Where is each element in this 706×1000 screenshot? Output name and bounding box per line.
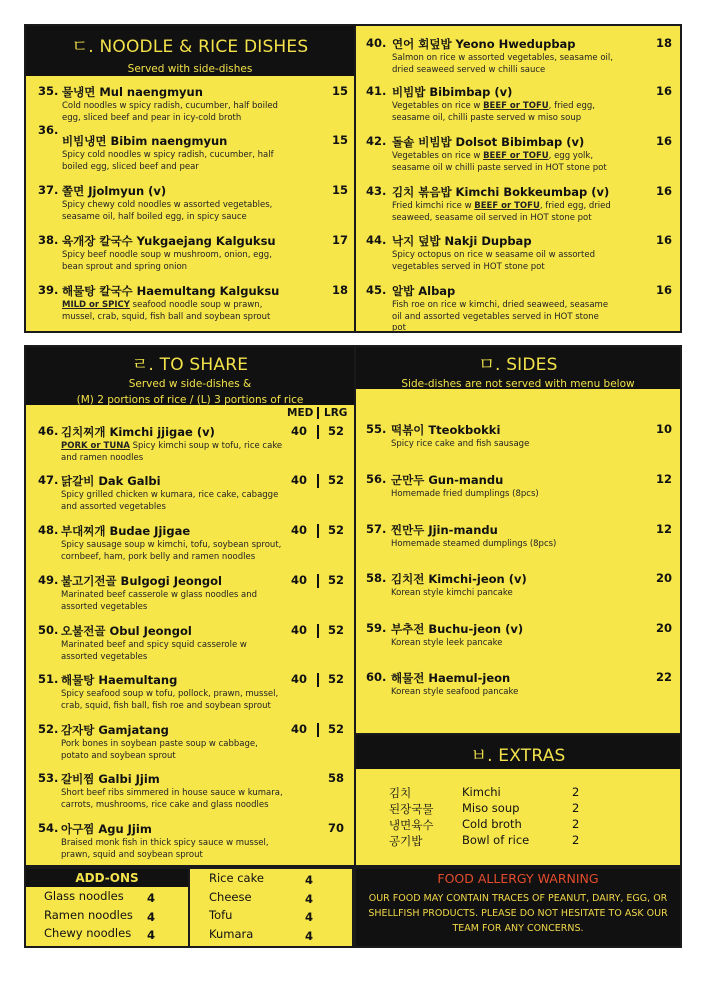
item-name: 비빔냉면 Bibim naengmyun bbox=[62, 134, 228, 148]
item-price: 16 bbox=[655, 184, 672, 198]
item-name: 감자탕 Gamjatang bbox=[61, 723, 169, 737]
item-number: 56. bbox=[366, 472, 387, 486]
item-description: Korean style seafood pancake bbox=[391, 687, 519, 697]
price-large: 52 bbox=[328, 473, 345, 487]
menu-item bbox=[366, 283, 672, 333]
addon-name: Cheese bbox=[209, 889, 252, 904]
item-description bbox=[61, 490, 283, 513]
price-large: 52 bbox=[328, 672, 345, 686]
addons-divider bbox=[188, 869, 190, 946]
item-description-option: BEEF or TOFU bbox=[483, 151, 549, 161]
item-name: 오불전골 Obul Jeongol bbox=[61, 624, 192, 638]
item-name: 김치 볶음밥 Kimchi Bokkeumbap (v) bbox=[392, 185, 610, 199]
item-name: 아구찜 Agu Jjim bbox=[61, 822, 152, 836]
item-number: 52. bbox=[38, 722, 59, 736]
item-description bbox=[392, 151, 614, 174]
item-name: 해물탕 Haemultang bbox=[61, 673, 178, 687]
price-divider bbox=[317, 723, 319, 737]
menu-item bbox=[38, 473, 348, 519]
extra-price: 2 bbox=[572, 817, 580, 831]
item-description bbox=[392, 53, 614, 76]
item-number: 38. bbox=[38, 233, 59, 247]
item-description-text: Short beef ribs simmered in house sauce w kumara, carrots, mushrooms, rice cake and glass noodles bbox=[61, 788, 283, 810]
price-large: 52 bbox=[328, 523, 345, 537]
allergy-warning-title: FOOD ALLERGY WARNING bbox=[437, 871, 599, 886]
item-description-text: , egg yolk, seasame oil w chilli paste served in HOT stone pot bbox=[392, 151, 607, 173]
extra-english-name: Bowl of rice bbox=[462, 833, 530, 847]
addon-price: 4 bbox=[305, 873, 314, 887]
item-description bbox=[62, 150, 287, 173]
menu-item bbox=[366, 233, 672, 279]
menu-item bbox=[366, 670, 672, 710]
menu-item bbox=[38, 283, 348, 329]
addons-panel bbox=[24, 867, 354, 948]
noodle-header bbox=[26, 26, 354, 76]
item-price: 15 bbox=[331, 183, 348, 197]
item-price: 16 bbox=[655, 233, 672, 247]
item-number: 42. bbox=[366, 134, 387, 148]
price-large: 52 bbox=[328, 722, 345, 736]
addons-title: ADD-ONS bbox=[75, 871, 139, 885]
item-number: 37. bbox=[38, 183, 59, 197]
item-description-text: Spicy sausage soup w kimchi, tofu, soybean sprout, cornbeef, ham, pork belly and ramen noodles bbox=[61, 540, 282, 562]
item-number: 59. bbox=[366, 621, 387, 635]
item-name: 연어 회덮밥 Yeono Hwedupbap bbox=[392, 37, 576, 51]
addon-name: Kumara bbox=[209, 926, 254, 941]
item-description-text: , fried egg, dried seaweed, seasame oil served in HOT stone pot bbox=[392, 201, 611, 223]
item-description bbox=[392, 201, 614, 224]
menu-item bbox=[366, 134, 672, 180]
price-divider bbox=[317, 574, 319, 588]
extra-english-name: Miso soup bbox=[462, 801, 520, 815]
item-description-text: Fried kimchi rice w bbox=[392, 201, 475, 211]
item-description bbox=[61, 441, 283, 464]
extras-section-title: ㅂ. EXTRAS bbox=[470, 746, 566, 766]
sides-section-subtitle: Side-dishes are not served with menu below bbox=[401, 378, 635, 390]
menu-item bbox=[38, 233, 348, 279]
menu-item bbox=[38, 771, 348, 817]
item-description: Homemade steamed dumplings (8pcs) bbox=[391, 539, 557, 549]
price-divider bbox=[317, 673, 319, 687]
share-section-title: ㄹ. TO SHARE bbox=[131, 355, 249, 375]
item-name: 부대찌개 Budae Jjigae bbox=[61, 524, 191, 538]
item-description-text: Vegetables on rice w bbox=[392, 151, 484, 161]
item-price: 16 bbox=[655, 134, 672, 148]
item-description-text: Marinated beef casserole w glass noodles and assorted vegetables bbox=[61, 590, 258, 612]
addon-price: 4 bbox=[305, 928, 314, 943]
addon-price: 4 bbox=[147, 891, 156, 905]
extra-english-name: Kimchi bbox=[462, 785, 501, 799]
item-description bbox=[61, 590, 283, 613]
menu-item bbox=[366, 184, 672, 230]
addon-price: 4 bbox=[305, 891, 314, 906]
item-number: 40. bbox=[366, 36, 387, 50]
item-description: Homemade fried dumplings (8pcs) bbox=[391, 489, 539, 499]
item-name: 해물전 Haemul-jeon bbox=[391, 671, 511, 685]
menu-item bbox=[38, 523, 348, 569]
item-description bbox=[61, 540, 283, 563]
menu-item bbox=[38, 623, 348, 669]
item-name: 김치찌개 Kimchi jjigae (v) bbox=[61, 425, 215, 439]
extra-korean-name: 김치 bbox=[389, 786, 412, 800]
item-price: 12 bbox=[655, 522, 672, 536]
item-price: 15 bbox=[331, 84, 348, 98]
item-description-text: Spicy kimchi soup w tofu, rice cake and ramen noodles bbox=[61, 441, 283, 463]
addon-name: Chewy noodles bbox=[44, 926, 132, 940]
item-name: 갈비찜 Galbi Jjim bbox=[61, 772, 160, 786]
menu-item bbox=[38, 424, 348, 470]
item-name: 부추전 Buchu-jeon (v) bbox=[391, 622, 524, 636]
item-number: 44. bbox=[366, 233, 387, 247]
item-description-text: Fish roe on rice w kimchi, dried seaweed, seasame oil and assorted vegetables served in HOT stone pot bbox=[392, 300, 609, 333]
item-description bbox=[61, 640, 283, 663]
to-share-panel bbox=[24, 345, 356, 867]
item-number: 58. bbox=[366, 571, 387, 585]
item-name: 군만두 Gun-mandu bbox=[391, 473, 504, 487]
item-description-text: Spicy octopus on rice w seasame oil w assorted vegetables served in HOT stone pot bbox=[392, 250, 595, 272]
item-description bbox=[61, 838, 283, 861]
item-name: 불고기전골 Bulgogi Jeongol bbox=[61, 574, 222, 588]
item-description bbox=[61, 788, 283, 811]
menu-item bbox=[38, 672, 348, 718]
item-description bbox=[62, 101, 287, 124]
extra-korean-name: 공기밥 bbox=[389, 834, 423, 848]
item-name: 떡볶이 Tteokbokki bbox=[391, 423, 501, 437]
item-number: 54. bbox=[38, 821, 59, 835]
share-section-subtitle-2: (M) 2 portions of rice / (L) 3 portions of rice bbox=[76, 394, 304, 406]
item-number: 35. bbox=[38, 84, 59, 98]
item-description bbox=[61, 739, 283, 762]
addon-name: Tofu bbox=[209, 908, 233, 922]
item-price: 17 bbox=[331, 233, 348, 247]
item-number: 45. bbox=[366, 283, 387, 297]
item-number: 39. bbox=[38, 283, 59, 297]
item-description bbox=[392, 250, 614, 273]
item-description: Korean style leek pancake bbox=[391, 638, 503, 648]
extra-price: 2 bbox=[572, 785, 580, 799]
item-name: 비빔밥 Bibimbap (v) bbox=[392, 85, 513, 99]
addon-price: 4 bbox=[147, 928, 156, 942]
item-description-text: Braised monk fish in thick spicy sauce w mussel, prawn, squid and soybean sprout bbox=[61, 838, 269, 860]
item-name: 찐만두 Jjin-mandu bbox=[391, 523, 498, 537]
item-price: 20 bbox=[655, 621, 672, 635]
item-name: 김치전 Kimchi-jeon (v) bbox=[391, 572, 527, 586]
item-description-text: , fried egg, seasame oil, chilli paste served w miso soup bbox=[392, 101, 595, 123]
extra-english-name: Cold broth bbox=[462, 817, 522, 831]
allergy-warning-panel bbox=[354, 867, 682, 948]
item-name: 닭갈비 Dak Galbi bbox=[61, 474, 161, 488]
item-price: 15 bbox=[331, 133, 348, 147]
item-description-text: Spicy seafood soup w tofu, pollock, prawn, mussel, crab, squid, fish ball, fish roe and soybean sprout bbox=[61, 689, 279, 711]
menu-item bbox=[38, 821, 348, 867]
menu-item bbox=[366, 621, 672, 661]
menu-item bbox=[38, 84, 348, 130]
column-header-divider bbox=[317, 407, 319, 419]
item-description-text: Cold noodles w spicy radish, cucumber, half boiled egg, sliced beef and pear in icy-cold broth bbox=[62, 101, 278, 123]
menu-item bbox=[366, 472, 672, 512]
item-number: 53. bbox=[38, 771, 59, 785]
price-medium: 40 bbox=[291, 573, 308, 587]
item-number: 48. bbox=[38, 523, 59, 537]
item-description-text: Vegetables on rice w bbox=[392, 101, 484, 111]
item-price: 18 bbox=[655, 36, 672, 50]
column-header-lrg: LRG bbox=[324, 407, 348, 419]
menu-item bbox=[38, 183, 348, 229]
addon-name: Ramen noodles bbox=[44, 907, 133, 922]
item-number: 57. bbox=[366, 522, 387, 536]
item-price: 18 bbox=[331, 283, 348, 297]
extra-korean-name: 냉면육수 bbox=[389, 818, 434, 832]
price-divider bbox=[317, 474, 319, 488]
item-description-text: Spicy cold noodles w spicy radish, cucumber, half boiled egg, sliced beef and pear bbox=[62, 150, 274, 172]
item-name: 육개장 칼국수 Yukgaejang Kalguksu bbox=[62, 234, 276, 248]
addon-price: 4 bbox=[305, 910, 314, 924]
extra-price: 2 bbox=[572, 801, 580, 815]
item-description-text: Pork bones in soybean paste soup w cabbage, potato and soybean sprout bbox=[61, 739, 258, 761]
item-name: 돌솥 비빔밥 Dolsot Bibimbap (v) bbox=[392, 135, 585, 149]
price-large: 70 bbox=[328, 821, 345, 835]
addon-price: 4 bbox=[147, 909, 156, 924]
item-description-text: Marinated beef and spicy squid casserole w assorted vegetables bbox=[61, 640, 247, 662]
price-medium: 40 bbox=[291, 473, 308, 487]
price-medium: 40 bbox=[291, 672, 308, 686]
item-name: 낙지 덮밥 Nakji Dupbap bbox=[392, 234, 532, 248]
price-medium: 40 bbox=[291, 523, 308, 537]
menu-item bbox=[366, 36, 672, 82]
item-number: 49. bbox=[38, 573, 59, 587]
allergy-warning-body: OUR FOOD MAY CONTAIN TRACES OF PEANUT, DAIRY, EGG, OR SHELLFISH PRODUCTS. PLEASE DO NOT HESITATE TO ASK OUR TEAM FOR ANY CONCERNS. bbox=[368, 893, 668, 934]
price-divider bbox=[317, 425, 319, 439]
column-header-med: MED bbox=[287, 407, 314, 419]
item-number: 43. bbox=[366, 184, 387, 198]
sides-section-title: ㅁ. SIDES bbox=[478, 355, 558, 375]
item-number: 51. bbox=[38, 672, 59, 686]
item-number: 47. bbox=[38, 473, 59, 487]
item-price: 16 bbox=[655, 84, 672, 98]
item-price: 20 bbox=[655, 571, 672, 585]
item-number: 46. bbox=[38, 424, 59, 438]
item-number: 50. bbox=[38, 623, 59, 637]
item-name: 물냉면 Mul naengmyun bbox=[62, 85, 203, 99]
item-number: 36. bbox=[38, 123, 59, 137]
item-price: 10 bbox=[655, 422, 672, 436]
menu-item bbox=[366, 84, 672, 130]
addon-name: Glass noodles bbox=[44, 889, 124, 903]
extras-panel bbox=[354, 769, 682, 867]
price-divider bbox=[317, 524, 319, 538]
menu-item bbox=[366, 571, 672, 611]
item-description-text: Spicy grilled chicken w kumara, rice cake, cabagge and assorted vegetables bbox=[61, 490, 279, 512]
menu-item bbox=[38, 573, 348, 619]
price-large: 58 bbox=[328, 771, 345, 785]
item-description-option: BEEF or TOFU bbox=[483, 101, 549, 111]
menu-item bbox=[366, 522, 672, 562]
noodle-rice-panel bbox=[24, 24, 682, 333]
price-divider bbox=[317, 624, 319, 638]
item-description-option: MILD or SPICY bbox=[62, 300, 130, 310]
item-name: 알밥 Albap bbox=[392, 284, 456, 298]
extra-price: 2 bbox=[572, 833, 580, 847]
item-number: 60. bbox=[366, 670, 387, 684]
item-name: 해물탕 칼국수 Haemultang Kalguksu bbox=[62, 284, 280, 298]
extra-korean-name: 된장국물 bbox=[389, 802, 434, 816]
item-description bbox=[62, 200, 287, 223]
item-description-text: Salmon on rice w assorted vegetables, seasame oil, dried seaweed served w chilli sauce bbox=[392, 53, 613, 75]
price-medium: 40 bbox=[291, 722, 308, 736]
item-price: 16 bbox=[655, 283, 672, 297]
item-description: Spicy rice cake and fish sausage bbox=[391, 439, 530, 449]
addons-header bbox=[26, 869, 188, 887]
item-description-text: Spicy beef noodle soup w mushroom, onion, egg, bean sprout and spring onion bbox=[62, 250, 272, 272]
share-section-subtitle: Served w side-dishes & bbox=[128, 378, 252, 390]
item-description bbox=[62, 300, 287, 323]
share-header bbox=[26, 347, 354, 405]
menu-item bbox=[38, 123, 348, 173]
item-price: 12 bbox=[655, 472, 672, 486]
item-name: 쫄면 Jjolmyun (v) bbox=[62, 184, 167, 198]
item-number: 55. bbox=[366, 422, 387, 436]
price-large: 52 bbox=[328, 623, 345, 637]
noodle-section-subtitle: Served with side-dishes bbox=[127, 63, 253, 75]
item-number: 41. bbox=[366, 84, 387, 98]
item-description-option: BEEF or TOFU bbox=[474, 201, 540, 211]
item-description-text: seafood noodle soup w prawn, mussel, crab, squid, fish ball and soybean sprout bbox=[62, 300, 271, 322]
item-description-option: PORK or TUNA bbox=[61, 441, 130, 451]
addon-name: Rice cake bbox=[209, 871, 264, 885]
price-large: 52 bbox=[328, 424, 345, 438]
noodle-section-title: ㄷ. NOODLE & RICE DISHES bbox=[71, 37, 309, 57]
item-description-text: Spicy chewy cold noodles w assorted vegetables, seasame oil, half boiled egg, in spicy sauce bbox=[62, 200, 273, 222]
price-medium: 40 bbox=[291, 424, 308, 438]
price-large: 52 bbox=[328, 573, 345, 587]
extras-header bbox=[354, 735, 682, 769]
item-description bbox=[61, 689, 283, 712]
item-price: 22 bbox=[655, 670, 672, 684]
item-description: Korean style kimchi pancake bbox=[391, 588, 513, 598]
menu-item bbox=[366, 422, 672, 462]
item-description bbox=[62, 250, 287, 273]
sides-panel bbox=[354, 345, 682, 735]
price-medium: 40 bbox=[291, 623, 308, 637]
menu-item bbox=[38, 722, 348, 768]
item-description bbox=[392, 101, 614, 124]
item-description bbox=[392, 300, 614, 335]
sides-header bbox=[356, 347, 680, 389]
column-divider bbox=[354, 26, 356, 331]
